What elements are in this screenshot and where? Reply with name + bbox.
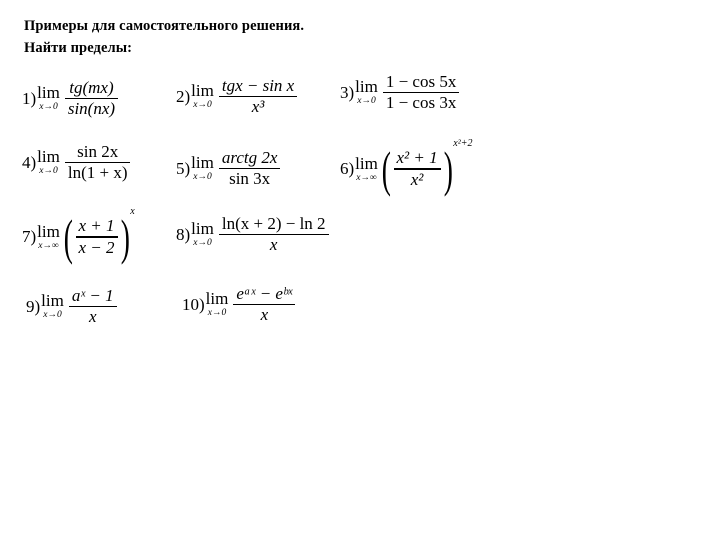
left-paren: ( bbox=[63, 209, 73, 265]
limit-subscript: x→0 bbox=[193, 172, 212, 183]
example-number: 2) bbox=[176, 86, 191, 106]
limit-operator bbox=[206, 290, 229, 319]
fraction bbox=[394, 148, 441, 189]
lim-word: lim bbox=[37, 221, 60, 241]
example-4 bbox=[22, 142, 132, 183]
example-number: 5) bbox=[176, 158, 191, 178]
lim-word: lim bbox=[191, 81, 214, 101]
limit-subscript: x→0 bbox=[43, 310, 62, 321]
example-number: 6) bbox=[340, 159, 355, 178]
numerator: arctg 2x bbox=[221, 148, 278, 167]
lim-word: lim bbox=[37, 147, 60, 167]
example-3 bbox=[340, 72, 461, 113]
limit-subscript: x→0 bbox=[193, 100, 212, 111]
fraction bbox=[219, 214, 329, 255]
numerator: tgx − sin x bbox=[221, 76, 295, 95]
example-8 bbox=[176, 214, 331, 255]
denominator: sin 3x bbox=[229, 169, 271, 189]
limit-subscript: x→∞ bbox=[356, 172, 377, 183]
left-paren: ( bbox=[381, 141, 391, 197]
denominator: sin(nx) bbox=[67, 99, 116, 119]
fraction bbox=[69, 286, 117, 327]
lim-word: lim bbox=[37, 83, 60, 103]
lim-word: lim bbox=[205, 289, 229, 309]
lim-word: lim bbox=[41, 291, 64, 311]
limit-subscript: x→∞ bbox=[38, 240, 59, 251]
example-number: 8) bbox=[176, 224, 191, 244]
lim-word: lim bbox=[355, 153, 378, 173]
example-9 bbox=[26, 286, 119, 327]
fraction bbox=[219, 148, 281, 189]
denominator: x bbox=[88, 307, 97, 327]
denominator: 1 − cos 3x bbox=[385, 93, 457, 113]
limit-subscript: x→0 bbox=[39, 102, 58, 113]
example-6 bbox=[340, 138, 473, 197]
fraction bbox=[383, 72, 460, 113]
fraction bbox=[65, 142, 131, 183]
limit-subscript: x→0 bbox=[357, 96, 376, 107]
numerator: sin 2x bbox=[77, 142, 119, 161]
denominator: x² bbox=[410, 169, 424, 189]
denominator: x bbox=[260, 305, 269, 325]
limit-operator bbox=[37, 223, 60, 252]
example-5 bbox=[176, 148, 282, 189]
example-number: 3) bbox=[340, 82, 355, 102]
fraction bbox=[219, 76, 297, 117]
denominator: x bbox=[269, 235, 278, 255]
limit-operator bbox=[41, 292, 64, 321]
fraction bbox=[65, 78, 118, 119]
fraction bbox=[76, 216, 118, 257]
numerator: aˣ − 1 bbox=[71, 286, 114, 305]
numerator: 1 − cos 5x bbox=[385, 72, 457, 91]
numerator: ln(x + 2) − ln 2 bbox=[221, 214, 326, 233]
denominator: x − 2 bbox=[78, 237, 115, 257]
numerator: tg(mx) bbox=[69, 78, 114, 97]
limit-operator bbox=[191, 82, 214, 111]
lim-word: lim bbox=[355, 77, 378, 97]
numerator: x² + 1 bbox=[396, 148, 438, 168]
exponent: x²+2 bbox=[453, 138, 473, 149]
limit-subscript: x→0 bbox=[193, 238, 212, 249]
limit-operator bbox=[37, 148, 60, 177]
example-number: 7) bbox=[22, 227, 37, 246]
example-1 bbox=[22, 78, 120, 119]
denominator: x³ bbox=[251, 97, 265, 117]
limit-operator bbox=[191, 220, 214, 249]
example-2 bbox=[176, 76, 299, 117]
lim-word: lim bbox=[191, 219, 214, 239]
limit-subscript: x→0 bbox=[207, 308, 227, 319]
example-10 bbox=[182, 284, 297, 325]
right-paren: ) bbox=[120, 209, 130, 265]
limit-operator bbox=[191, 154, 214, 183]
example-7 bbox=[22, 206, 135, 265]
heading-line-1: Примеры для самостоятельного решения. bbox=[24, 18, 305, 34]
numerator: x + 1 bbox=[78, 216, 115, 236]
exponent: x bbox=[130, 206, 135, 217]
numerator: eᵃˣ − eᵇˣ bbox=[236, 284, 293, 303]
limit-operator bbox=[37, 84, 60, 113]
example-number: 9) bbox=[26, 296, 41, 316]
example-number: 4) bbox=[22, 152, 37, 172]
example-number: 10) bbox=[182, 294, 205, 314]
limit-operator bbox=[355, 155, 378, 184]
right-paren: ) bbox=[443, 141, 453, 197]
denominator: ln(1 + x) bbox=[67, 163, 128, 183]
limit-operator bbox=[355, 78, 378, 107]
heading-line-2: Найти пределы: bbox=[24, 40, 133, 56]
limit-subscript: x→0 bbox=[39, 166, 58, 177]
fraction bbox=[233, 284, 295, 325]
example-number: 1) bbox=[22, 88, 37, 108]
lim-word: lim bbox=[191, 153, 214, 173]
